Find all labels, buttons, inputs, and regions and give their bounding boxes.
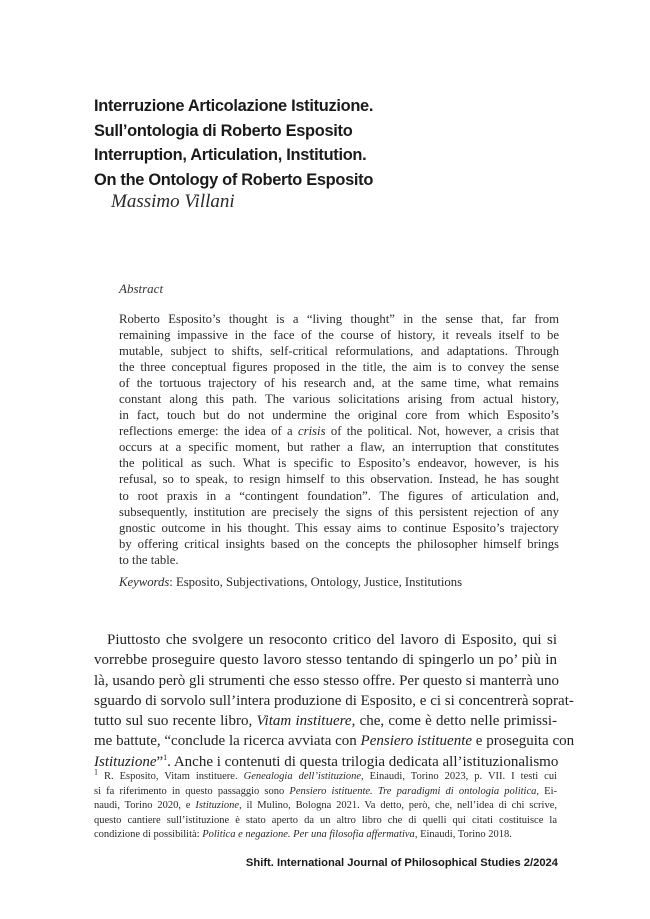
abstract-line: subsequently, institution are precisely the signs of this persistent rejection of any	[119, 504, 559, 519]
abstract-line: Roberto Esposito’s thought is a “living thought” in the sense that, far from	[119, 312, 559, 326]
body-text	[94, 630, 575, 772]
body-italic: Pensiero istituente	[360, 733, 473, 750]
abstract-line: in fact, touch but do not undermine the original core from which Esposito’s	[119, 408, 559, 423]
body-line: vorrebbe proseguire questo lavoro stesso tentando di spingerlo un po’ più in	[94, 652, 557, 669]
footnote-italic: Pensiero istituente. Tre paradigmi di ontologia politica	[289, 785, 537, 797]
body-text: tutto sul suo recente libro,	[94, 713, 257, 730]
body-text: ”	[156, 753, 164, 770]
footnote-line	[94, 828, 557, 843]
title-line: On the Ontology of Roberto Esposito	[94, 170, 374, 189]
body-line	[94, 711, 557, 731]
abstract-line: to the table.	[119, 552, 179, 567]
abstract-line: refusal, so to speak, to resign himself to this observation. Instead, he has sought	[119, 472, 559, 487]
journal-footer: Shift. International Journal of Philosophical Studies 2/2024	[245, 857, 558, 869]
title-line: Sull’ontologia di Roberto Esposito	[94, 121, 353, 140]
body-line	[94, 731, 575, 751]
abstract-line: of the tortuous trajectory of his research and, at the same time, what remains	[119, 376, 559, 391]
keywords-label: Keywords	[119, 575, 170, 589]
body-text: , che, come è detto nelle primissi-	[351, 713, 558, 730]
footnote-line	[94, 785, 557, 800]
footnote-line: questo cantiere sull’istituzione è stato aperto da un altro libro che di quelli qui citati costituisce la	[94, 814, 557, 826]
footnote-text: , Einaudi, Torino 2023, p. VII. I testi cui	[361, 771, 558, 782]
footnote-italic: Politica e negazione. Per una filosofia affermativa	[202, 829, 415, 841]
footnote-text: si fa riferimento in questo passaggio sono	[94, 785, 290, 797]
abstract-line: by offering critical insights based on the concepts the philosopher himself brings	[119, 536, 559, 551]
abstract-line: remaining impassive in the face of the course of history, it reveals itself to be	[119, 328, 559, 343]
footnote-text: R. Esposito, Vitam instituere.	[98, 771, 244, 782]
footnote-ref[interactable]: 1	[163, 752, 168, 762]
body-line: Piuttosto che svolgere un resoconto critico del lavoro di Esposito, qui si	[107, 632, 557, 648]
author-name: Massimo Villani	[111, 191, 235, 212]
abstract-line: mutable, subject to shifts, self-critical reformulations, and adaptations. Through	[119, 344, 559, 359]
abstract-text: reflections emerge: the idea of a	[119, 424, 299, 439]
title-line: Interruzione Articolazione Istituzione.	[94, 97, 374, 115]
title-line: Interruption, Articulation, Institution.	[94, 146, 367, 164]
abstract-body	[119, 311, 559, 568]
abstract-line: the three conceptual figures proposed in the title, the aim is to convey the sense	[119, 360, 559, 375]
abstract-text: of the political. Not, however, a crisis that	[325, 424, 559, 439]
body-text: me battute, “conclude la ricerca avviata con	[94, 733, 361, 750]
footnote-line	[94, 767, 558, 785]
body-text: . Anche i contenuti di questa trilogia dedicata all’istituzionalismo	[167, 753, 559, 770]
keywords-text: : Esposito, Subjectivations, Ontology, Justice, Institutions	[169, 575, 463, 589]
footnote-text: , Ei-	[536, 785, 557, 797]
abstract-line: the political as such. What is specific to Esposito’s endeavor, however, is his	[119, 456, 559, 471]
body-italic: Vitam instituere	[256, 713, 352, 730]
abstract-line: constant along this path. The various solicitations arising from actual history,	[119, 392, 559, 407]
footnote-italic: Istituzione	[195, 800, 240, 812]
abstract-line: occurs at a specific moment, but rather a flaw, an interruption that constitutes	[119, 440, 559, 455]
body-text: e proseguita con	[472, 733, 575, 750]
footnote-number: 1	[94, 767, 98, 777]
abstract-line: gnostic outcome in his thought. This essay aims to continue Esposito’s trajectory	[119, 520, 559, 535]
footnote	[94, 767, 558, 843]
footnote-text: , il Mulino, Bologna 2021. Va detto, però, che, nell’idea di chi scrive,	[239, 800, 557, 812]
footnote-line	[94, 799, 557, 814]
abstract-line: to root praxis in a “contingent foundation”. The figures of articulation and,	[119, 488, 559, 503]
body-line: là, usando però gli strumenti che esso stesso offre. Per questo si manterrà uno	[94, 672, 560, 689]
abstract-heading: Abstract	[119, 281, 164, 296]
abstract-italic-crisis: crisis	[298, 424, 326, 439]
footnote-text: naudi, Torino 2020, e	[94, 800, 196, 812]
footnote-text: , Einaudi, Torino 2018.	[414, 829, 512, 841]
keywords	[119, 575, 559, 590]
article-title	[94, 94, 574, 192]
footnote-text: condizione di possibilità:	[94, 829, 203, 841]
body-line: sguardo di sorvolo sull’intera produzione di Esposito, e ci si concentrerà soprat-	[94, 692, 574, 709]
abstract-line	[119, 423, 559, 439]
footnote-italic: Genealogia dell’istituzione	[243, 771, 362, 782]
body-italic: Istituzione	[94, 753, 157, 770]
